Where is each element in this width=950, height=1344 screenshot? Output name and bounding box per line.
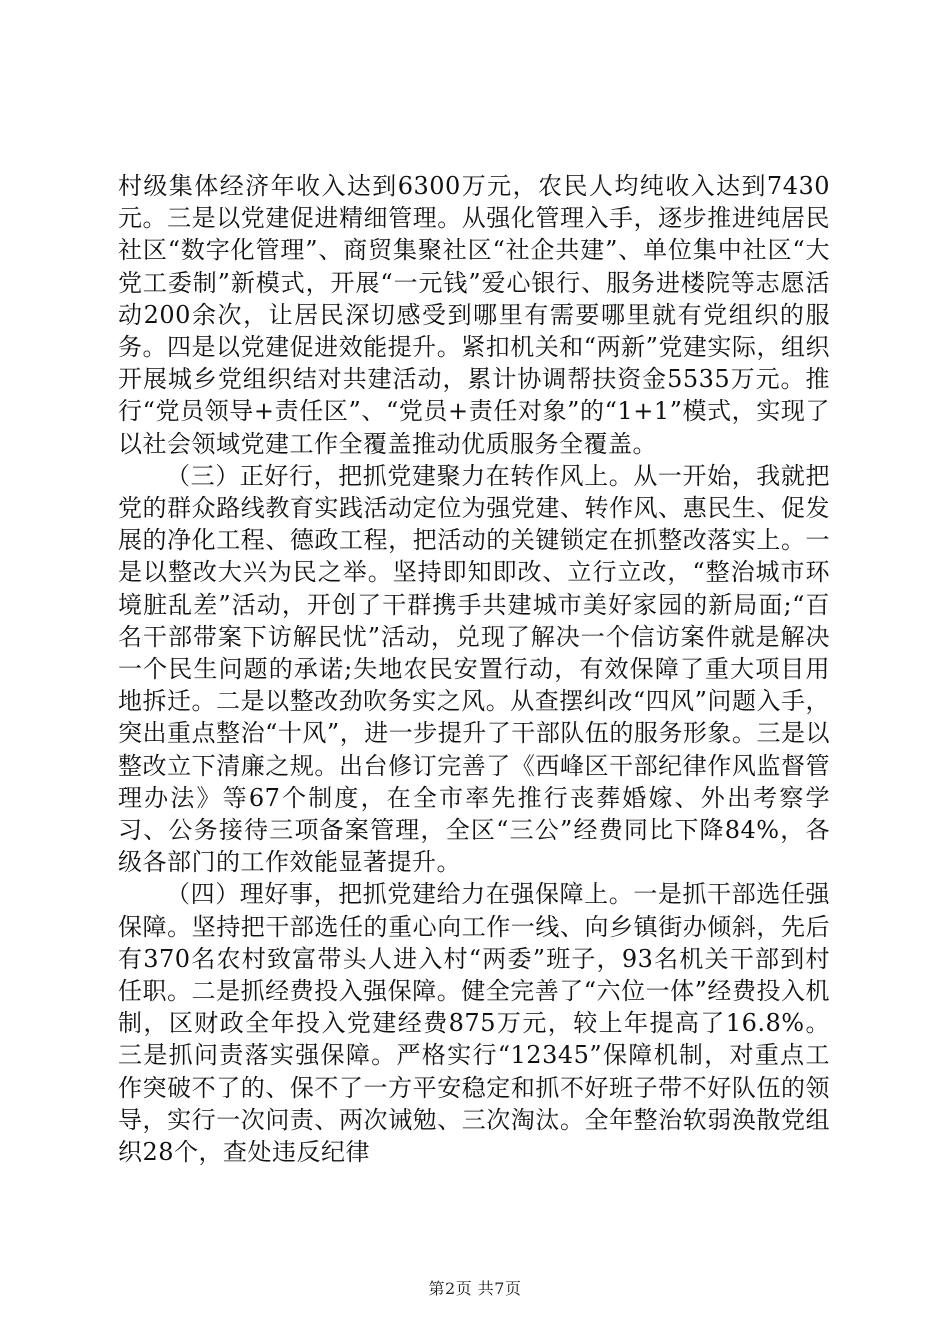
document-body (118, 170, 830, 1168)
paragraph-section-four: （四）理好事，把抓党建给力在强保障上。一是抓干部选任强保障。坚持把干部选任的重心向工作一线、向乡镇街办倾斜，先后有370名农村致富带头人进入村“两委”班子，93名机关干部到村任职。二是抓经费投入强保障。健全完善了“六位一体”经费投入机制，区财政全年投入党建经费875万元，较上年提高了16.8%。三是抓问责落实强保障。严格实行“12345”保障机制，对重点工作突破不了的、保不了一方平安稳定和抓不好班子带不好队伍的领导，实行一次问责、两次诫勉、三次淘汰。全年整治软弱涣散党组织28个，查处违反纪律 (118, 880, 830, 1167)
paragraph-continued: 村级集体经济年收入达到6300万元，农民人均纯收入达到7430元。三是以党建促进精细管理。从强化管理入手，逐步推进纯居民社区“数字化管理”、商贸集聚社区“社企共建”、单位集中社区“大党工委制”新模式，开展“一元钱”爱心银行、服务进楼院等志愿活动200余次，让居民深切感受到哪里有需要哪里就有党组织的服务。四是以党建促进效能提升。紧扣机关和“两新”党建实际，组织开展城乡党组织结对共建活动，累计协调帮扶资金5535万元。推行“党员领导+责任区”、“党员+责任对象”的“1+1”模式，实现了以社会领域党建工作全覆盖推动优质服务全覆盖。 (118, 172, 830, 458)
paragraph-section-three: （三）正好行，把抓党建聚力在转作风上。从一开始，我就把党的群众路线教育实践活动定位为强党建、转作风、惠民生、促发展的净化工程、德政工程，把活动的关键锁定在抓整改落实上。一是以整改大兴为民之举。坚持即知即改、立行立改，“整治城市环境脏乱差”活动，开创了干群携手共建城市美好家园的新局面;“百名干部带案下访解民忧”活动，兑现了解决一个信访案件就是解决一个民生问题的承诺;失地农民安置行动，有效保障了重大项目用地拆迁。二是以整改劲吹务实之风。从查摆纠改“四风”问题入手，突出重点整治“十风”，进一步提升了干部队伍的服务形象。三是以整改立下清廉之规。出台修订完善了《西峰区干部纪律作风监督管理办法》等67个制度，在全市率先推行丧葬婚嫁、外出考察学习、公务接待三项备案管理，全区“三公”经费同比下降84%，各级各部门的工作效能显著提升。 (118, 461, 830, 877)
page-number-footer: 第2页 共7页 (428, 1279, 522, 1298)
